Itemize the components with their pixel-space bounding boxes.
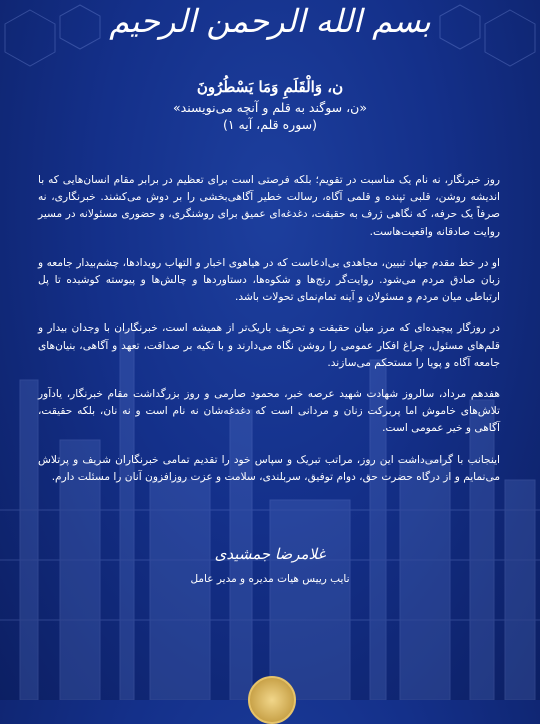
signature-block	[0, 545, 540, 585]
verse-arabic: ن، وَالْقَلَمِ وَمَا یَسْطُرُونَ	[196, 78, 344, 96]
paragraph-2: او در خط مقدم جهاد تبیین، مجاهدی بی‌ادعاست که در هیاهوی اخبار و التهاب رویدادها، چشم‌بیدار جامعه و زبان صادق مردم می‌شود. روایت‌گر رنج‌ها و شکوه‌ها، دستاوردها و چالش‌ها و پیوسته کوشیده تا پل ارتباطی میان مردم و مسئولان و آینه تمام‌نمای تحولات باشد.	[38, 256, 500, 304]
bismillah-calligraphy: بسم الله الرحمن الرحیم	[109, 2, 431, 40]
verse-block	[0, 68, 540, 134]
verse-translation: «ن، سوگند به قلم و آنچه می‌نویسند»	[173, 100, 367, 115]
paragraph-1: روز خبرنگار، نه نام یک مناسبت در تقویم؛ بلکه فرصتی است برای تعظیم در برابر مقام انسان‌هایی که با اندیشه روشن، قلبی تپنده و قلمی آگاه، رسالت خطیر آگاهی‌بخشی را بر دوش می‌کشند. خبرنگاری، نه صرفاً یک حرفه، که نگاهی ژرف به حقیقت، دغدغه‌ای عمیق برای روشنگری، و حضوری مسئولانه در مسیر روایت صادقانه واقعیت‌هاست.	[38, 174, 500, 238]
paragraph-3: در روزگار پیچیده‌ای که مرز میان حقیقت و تحریف باریک‌تر از همیشه است، خبرنگاران با وجدان بیدار و قلم‌های مسئول، چراغ افکار عمومی را روشن نگاه می‌دارند و با تکیه بر صداقت، تعهد و آگاهی، بنیان‌های جامعه آگاه و پویا را مستحکم می‌سازند.	[38, 322, 500, 369]
verse-reference: (سوره قلم، آیه ۱)	[222, 117, 318, 132]
emblem-logo	[248, 676, 296, 724]
signature-name: غلامرضا جمشیدی	[214, 545, 326, 563]
paragraph-5: اینجانب با گرامی‌داشت این روز، مراتب تبریک و سپاس خود را تقدیم تمامی خبرنگاران شریف و پرتلاش می‌نمایم و از درگاه حضرت حق، دوام توفیق، سربلندی، سلامت و عزت روزافزون آنان را مسئلت دارم.	[38, 453, 500, 483]
message-body	[38, 172, 500, 500]
signature-title: نایب رییس هیات مدیره و مدیر عامل	[190, 573, 350, 585]
paragraph-4: هفدهم مرداد، سالروز شهادت شهید عرصه خبر، محمود صارمی و روز بزرگداشت مقام خبرنگار، یادآور تلاش‌های خاموش اما پربرکت زنان و مردانی است که دغدغه‌شان نه نام است و نه نان، بلکه حقیقت، آگاهی و خیر عمومی است.	[38, 388, 500, 435]
